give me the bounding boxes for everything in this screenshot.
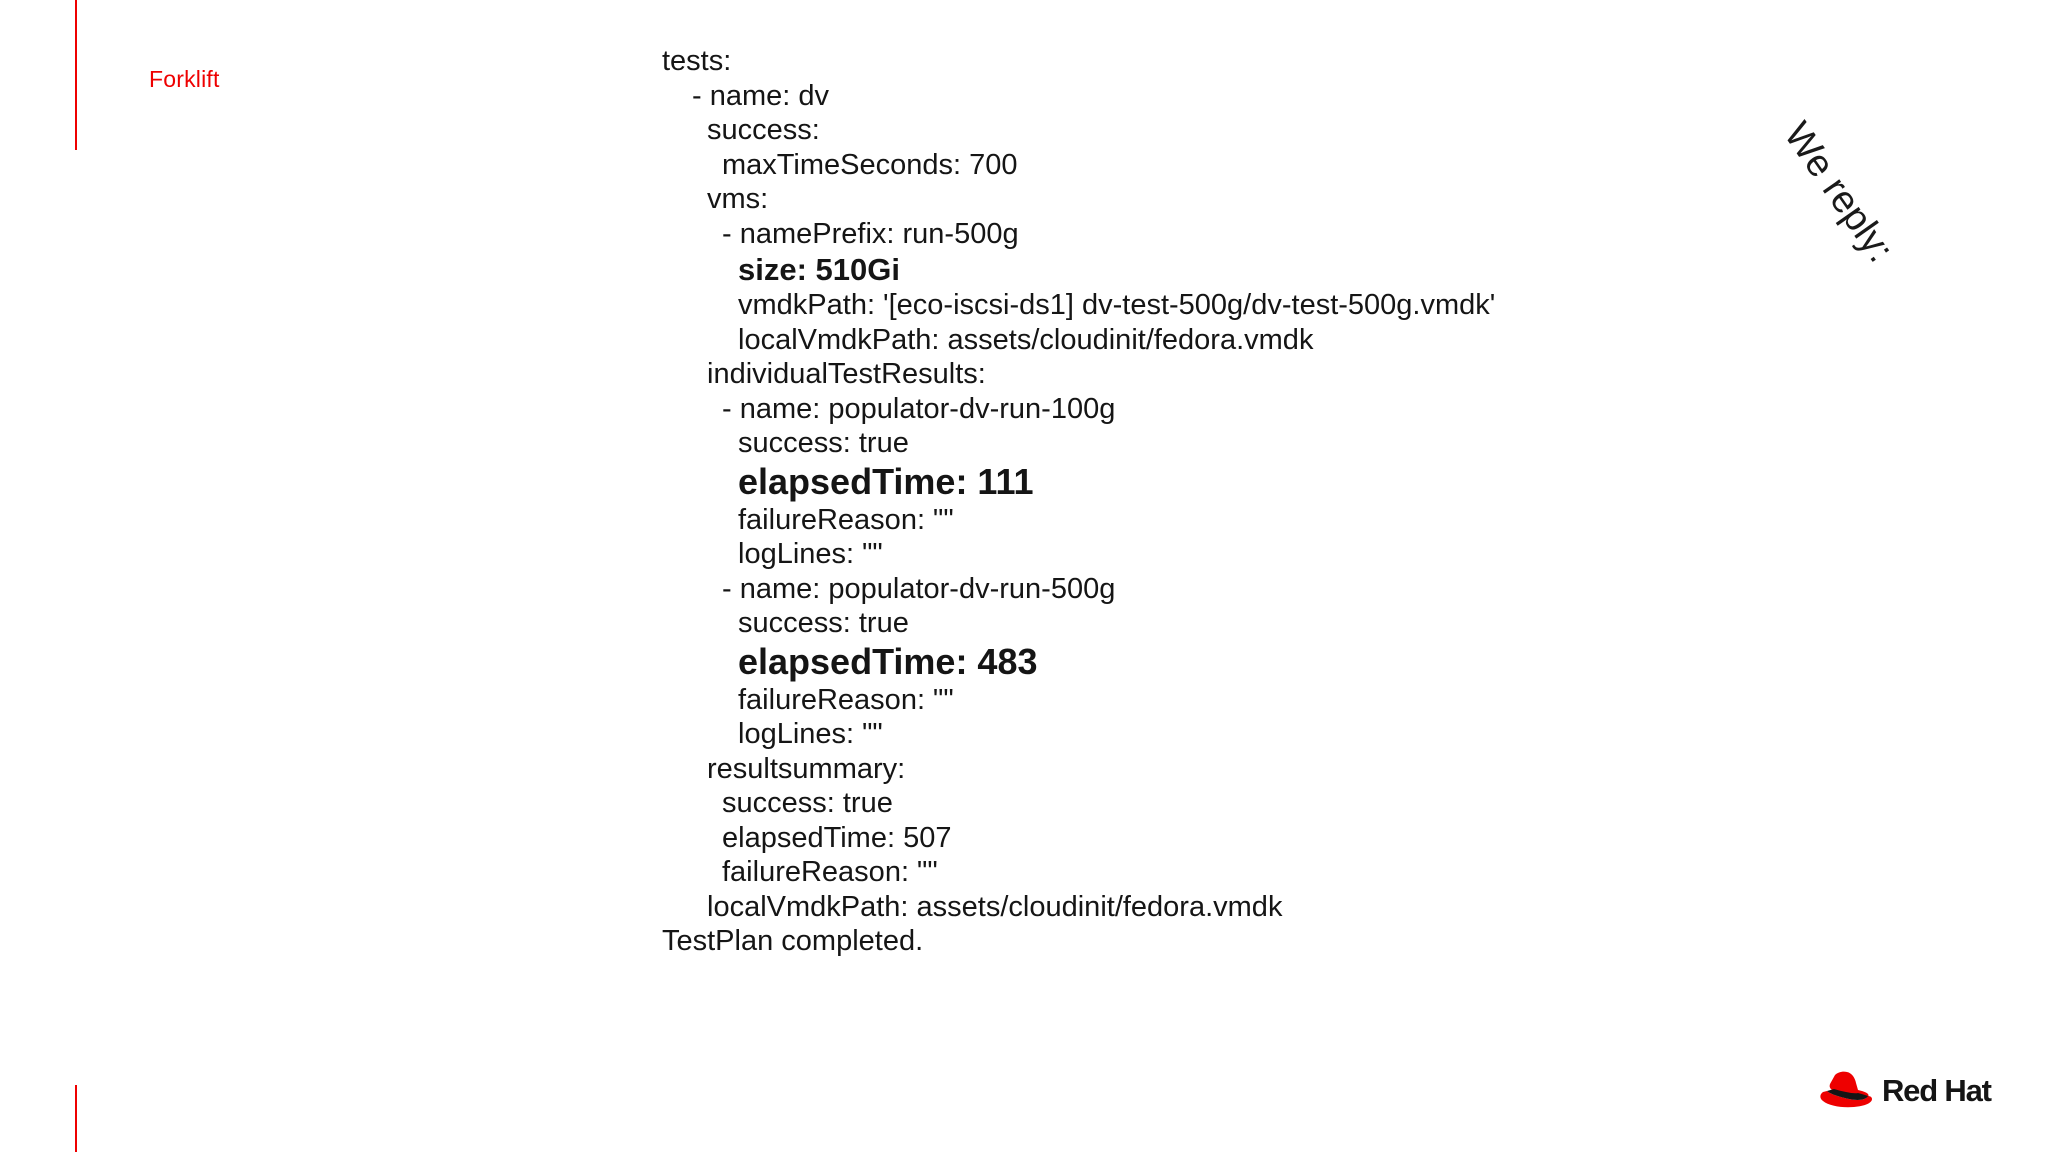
code-line: maxTimeSeconds: 700	[722, 148, 1018, 181]
code-line: success:	[707, 114, 820, 146]
code-line: failureReason: ""	[722, 856, 938, 888]
code-line: elapsedTime: 111	[738, 460, 1034, 502]
code-line: size: 510Gi	[738, 252, 900, 287]
code-line: localVmdkPath: assets/cloudinit/fedora.vmdk	[738, 323, 1314, 356]
code-line: - name: dv	[692, 79, 829, 112]
brand-label: Forklift	[149, 66, 220, 92]
code-line: - name: populator-dv-run-100g	[722, 392, 1116, 425]
code-line: success: true	[738, 427, 909, 459]
code-line: vmdkPath: '[eco-iscsi-ds1] dv-test-500g/dv-test-500g.vmdk'	[738, 289, 1496, 321]
yaml-output-block	[662, 44, 1495, 959]
code-line: failureReason: ""	[738, 503, 954, 536]
code-line: vms:	[707, 183, 769, 215]
code-line: success: true	[738, 607, 909, 639]
code-line: - namePrefix: run-500g	[722, 217, 1019, 250]
code-line: failureReason: ""	[738, 683, 954, 716]
logo-wordmark: Red Hat	[1882, 1073, 1991, 1108]
code-line: TestPlan completed.	[662, 925, 924, 957]
code-line: tests:	[662, 45, 732, 77]
accent-line-bottom	[75, 1085, 77, 1152]
aside-annotation: We reply:	[1775, 115, 1902, 270]
code-line: logLines: ""	[738, 718, 883, 750]
code-line: logLines: ""	[738, 538, 883, 570]
code-line: elapsedTime: 483	[738, 640, 1038, 682]
code-line: - name: populator-dv-run-500g	[722, 572, 1116, 605]
code-line: success: true	[722, 787, 893, 819]
red-hat-logo	[1818, 1070, 1991, 1112]
code-line: individualTestResults:	[707, 358, 986, 390]
red-hat-icon	[1818, 1070, 1874, 1112]
code-line: elapsedTime: 507	[722, 821, 952, 854]
accent-line-top	[75, 0, 77, 150]
code-line: resultsummary:	[707, 752, 906, 785]
code-line: localVmdkPath: assets/cloudinit/fedora.vmdk	[707, 890, 1283, 923]
